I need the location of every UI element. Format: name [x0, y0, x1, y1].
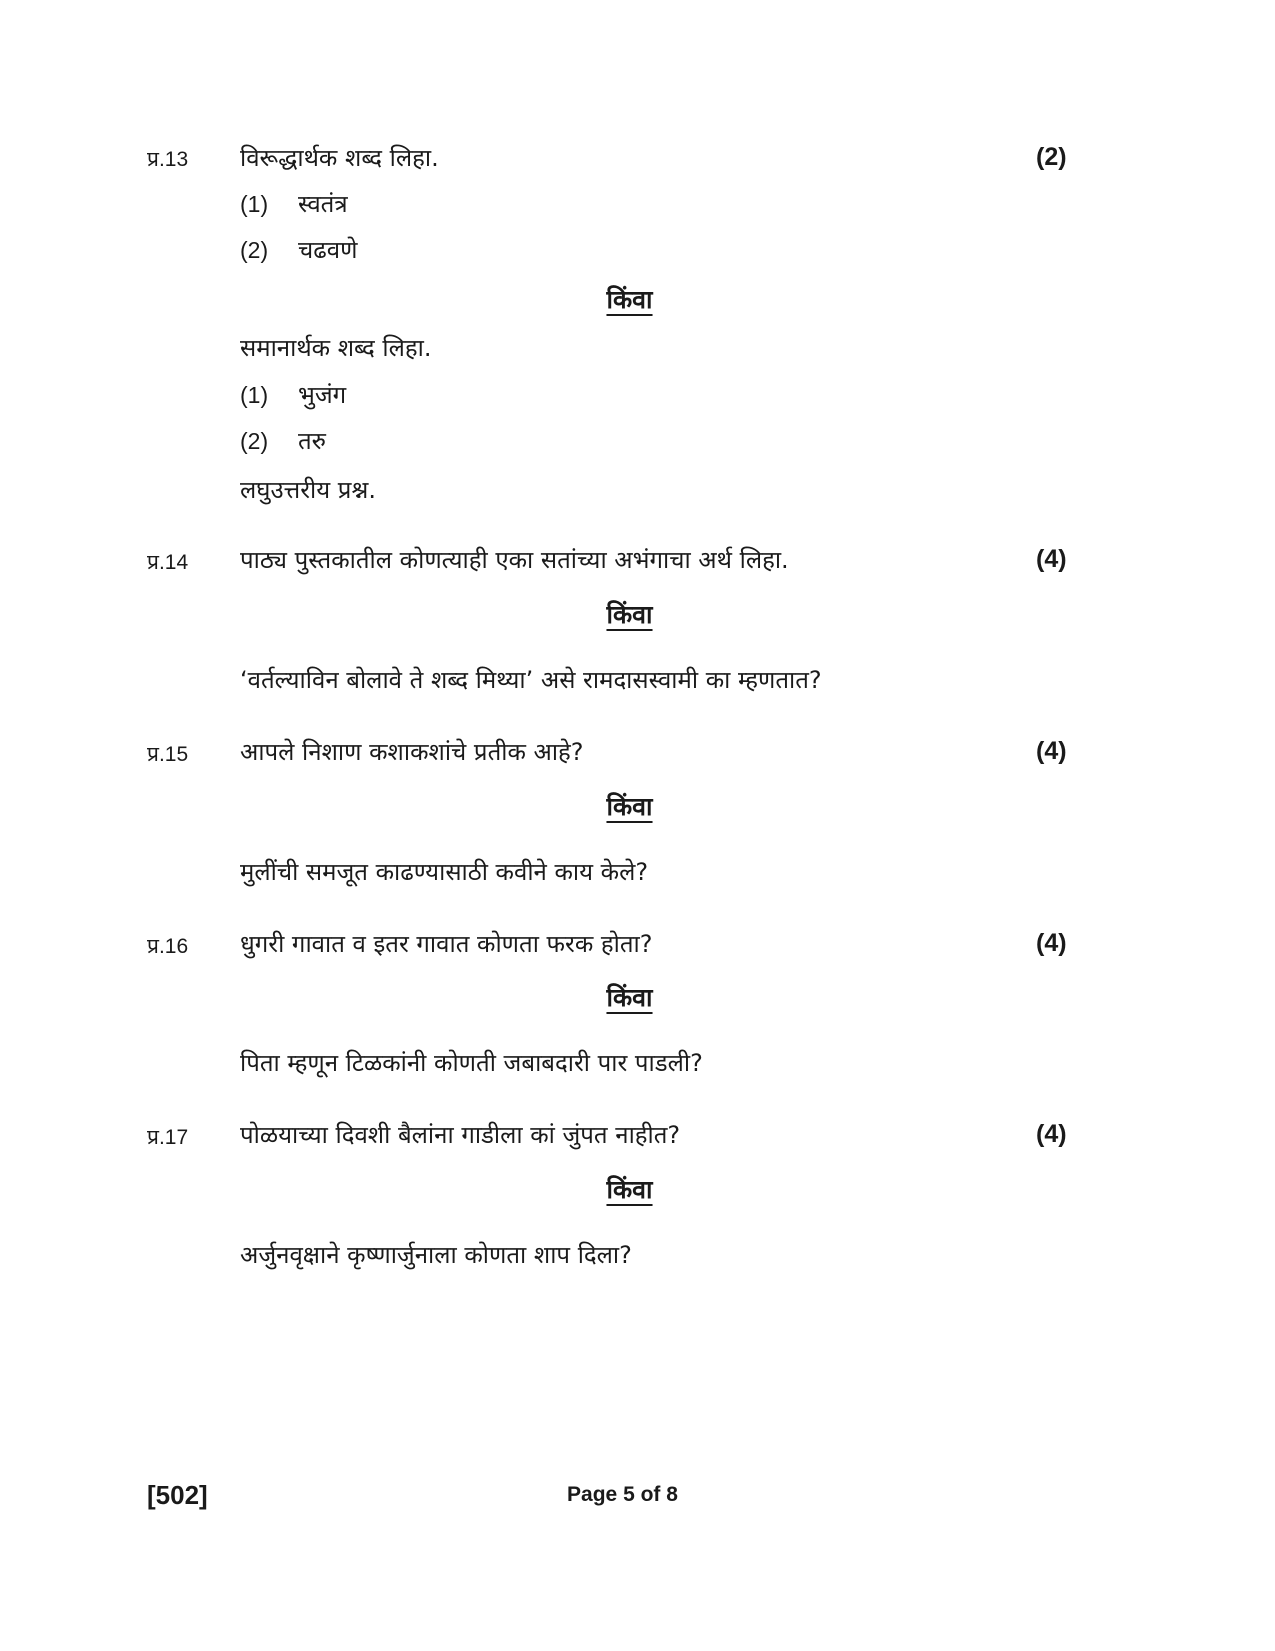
question-number: प्र.17 — [147, 1126, 189, 1149]
question-text: पाठ्य पुस्तकातील कोणत्याही एका सतांच्या अभंगाचा अर्थ लिहा. — [240, 546, 789, 574]
question-marks: (4) — [1036, 545, 1067, 573]
or-separator: किंवा — [606, 600, 653, 629]
alternative-question-text: मुलींची समजूत काढण्यासाठी कवीने काय केले? — [240, 858, 649, 886]
alternative-question-text: पिता म्हणून टिळकांनी कोणती जबाबदारी पार पाडली? — [240, 1049, 703, 1077]
question-marks: (2) — [1036, 143, 1067, 171]
option-number: (1) — [240, 382, 269, 408]
or-separator: किंवा — [606, 285, 653, 314]
option-number: (2) — [240, 237, 269, 263]
question-marks: (4) — [1036, 1120, 1067, 1148]
page-number: Page 5 of 8 — [567, 1483, 678, 1506]
question-marks: (4) — [1036, 929, 1067, 957]
option-text: तरु — [298, 427, 327, 455]
question-text: धुगरी गावात व इतर गावात कोणता फरक होता? — [240, 930, 653, 958]
question-number: प्र.16 — [147, 935, 189, 958]
or-separator: किंवा — [606, 1175, 653, 1204]
alternative-question-text: समानार्थक शब्द लिहा. — [240, 334, 432, 362]
alternative-question-text: अर्जुनवृक्षाने कृष्णार्जुनाला कोणता शाप दिला? — [240, 1241, 632, 1269]
question-text: आपले निशाण कशाकशांचे प्रतीक आहे? — [240, 738, 584, 766]
paper-code: [502] — [147, 1480, 208, 1510]
option-number: (1) — [240, 191, 269, 217]
or-separator: किंवा — [606, 792, 653, 821]
question-number: प्र.15 — [147, 743, 189, 766]
question-number: प्र.14 — [147, 551, 189, 574]
or-separator: किंवा — [606, 983, 653, 1012]
question-marks: (4) — [1036, 737, 1067, 765]
alternative-question-text: ‘वर्तल्याविन बोलावे ते शब्द मिथ्या’ असे रामदासस्वामी का म्हणतात? — [240, 666, 822, 694]
question-number: प्र.13 — [147, 148, 189, 171]
option-number: (2) — [240, 428, 269, 454]
option-text: चढवणे — [298, 236, 358, 264]
option-text: स्वतंत्र — [298, 190, 348, 218]
question-text: विरूद्धार्थक शब्द लिहा. — [240, 144, 439, 172]
question-text: पोळयाच्या दिवशी बैलांना गाडीला कां जुंपत नाहीत? — [240, 1121, 681, 1149]
section-heading: लघुउत्तरीय प्रश्न. — [240, 476, 377, 504]
option-text: भुजंग — [298, 381, 347, 409]
